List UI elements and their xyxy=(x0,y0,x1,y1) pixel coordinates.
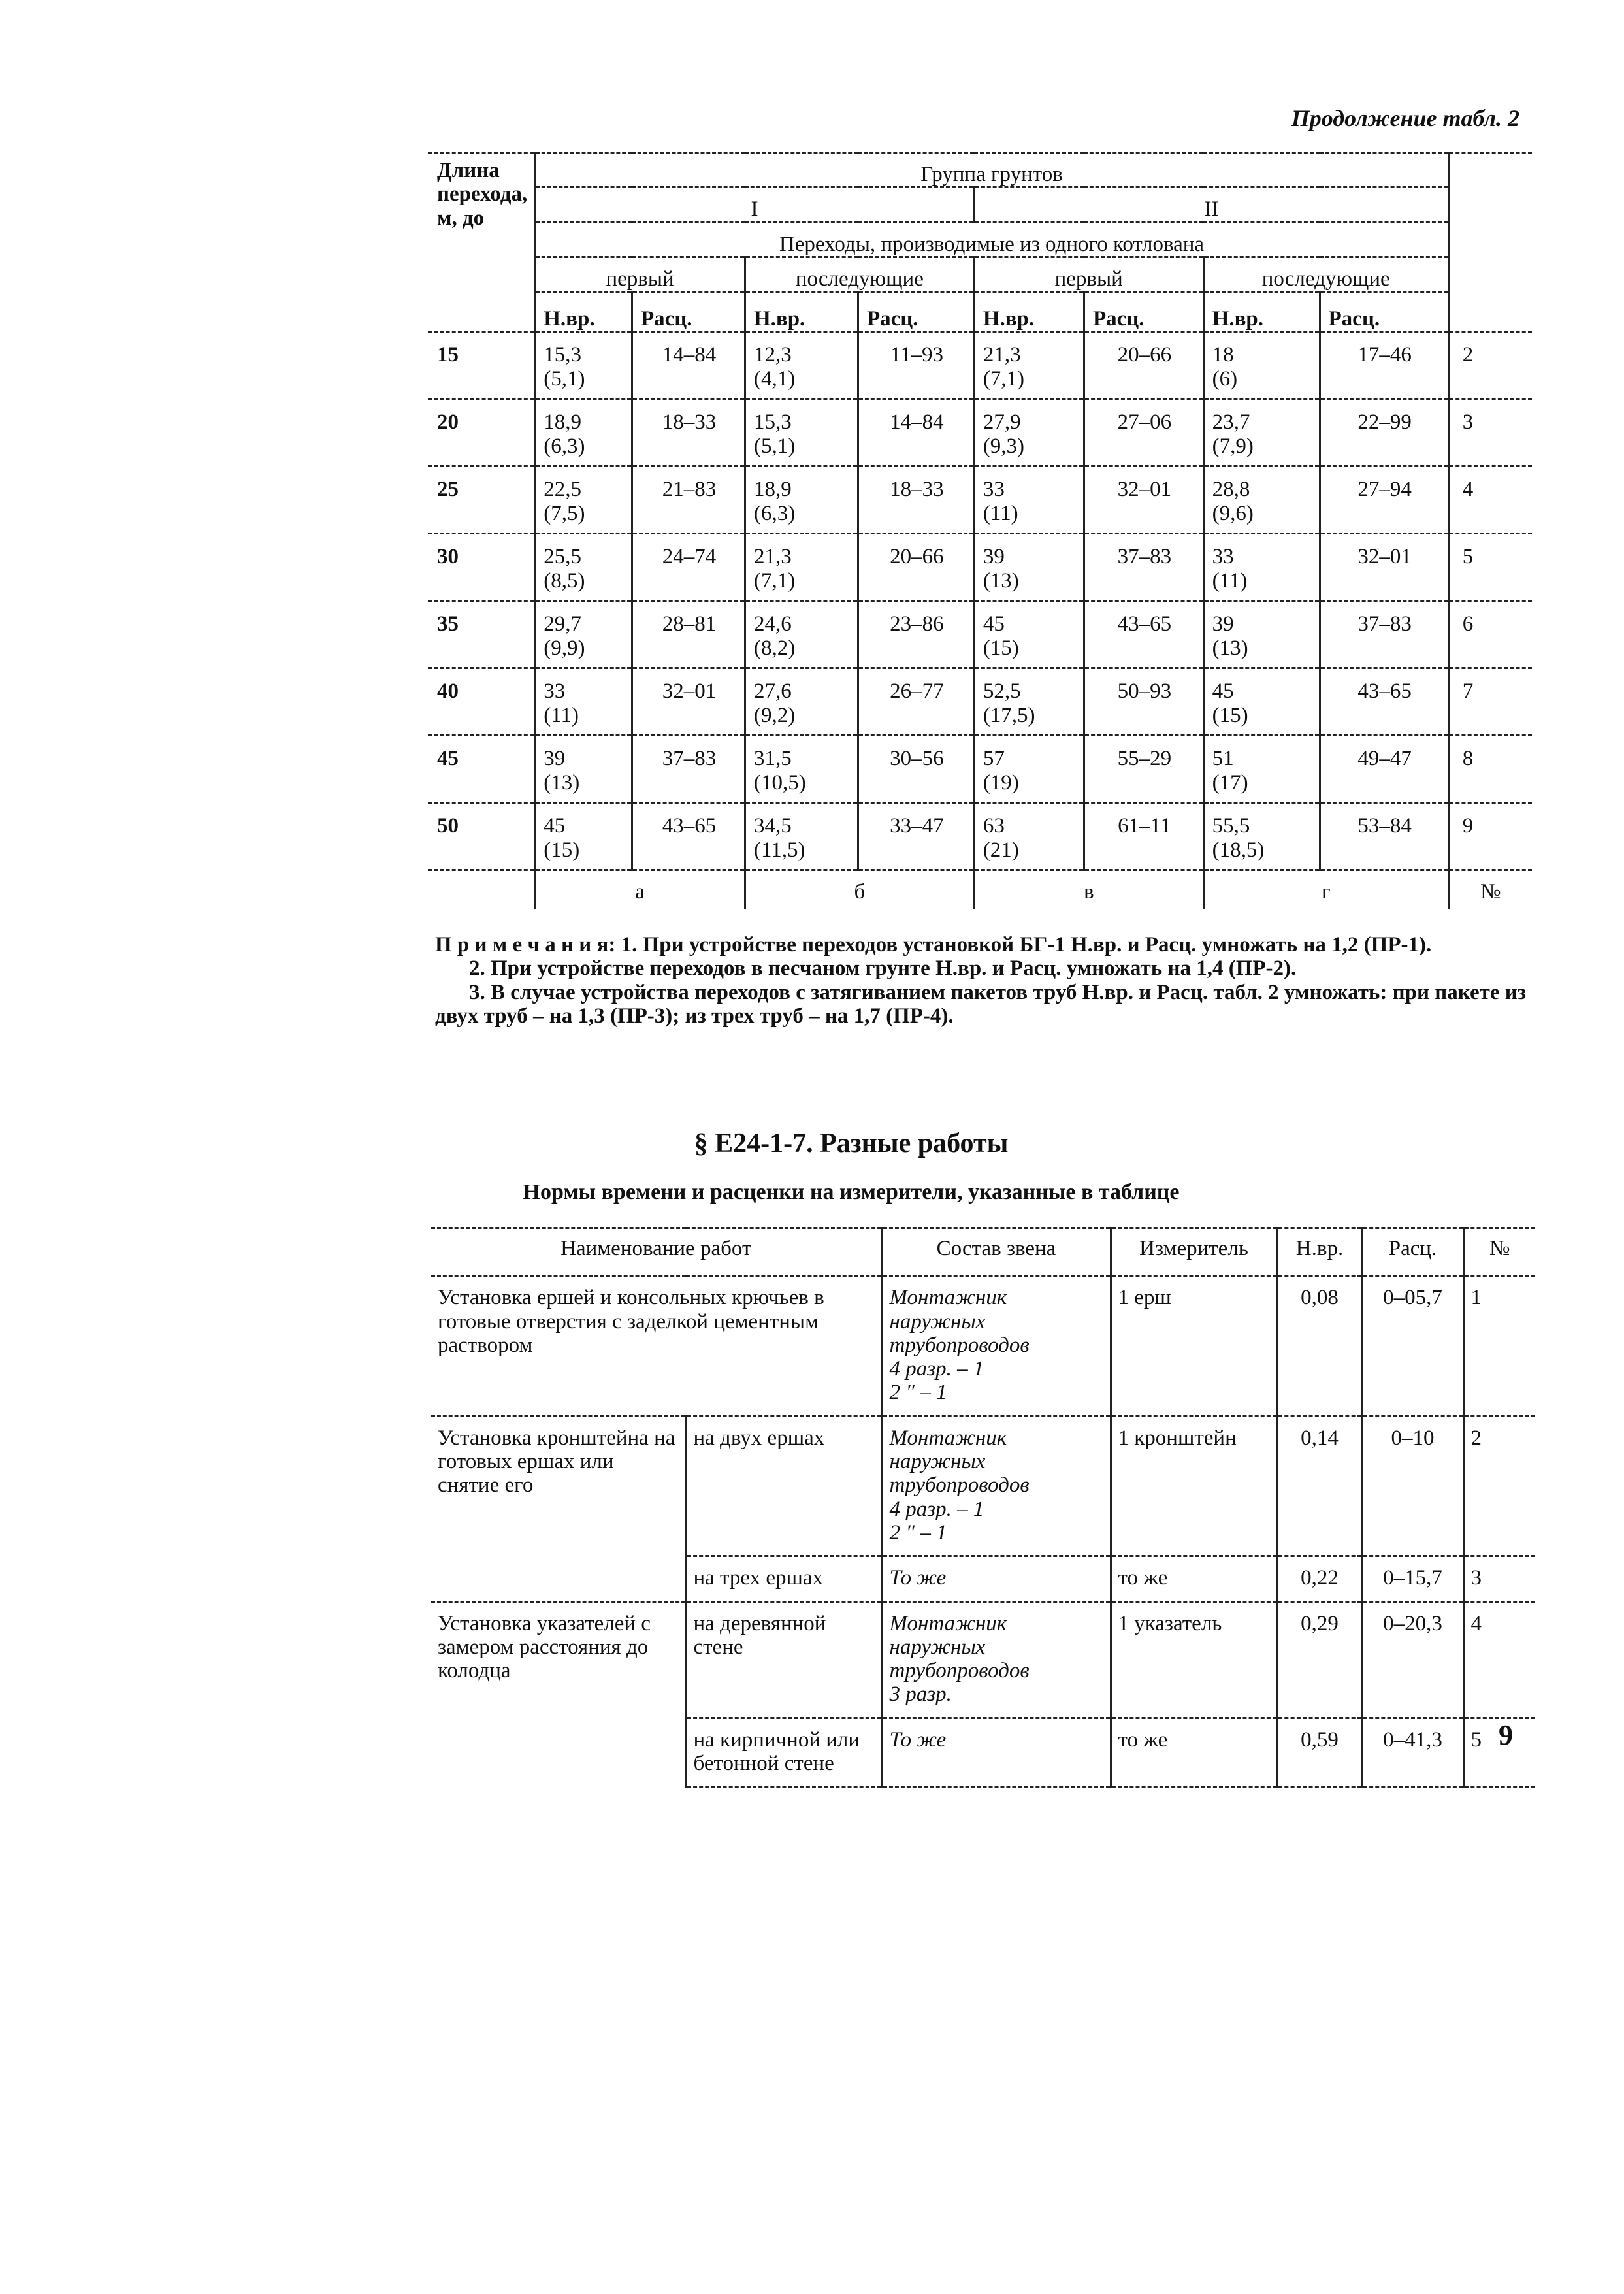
nvr: 0,29 xyxy=(1277,1601,1362,1718)
transition-length: 20 xyxy=(428,399,535,467)
footer-number-sign: № xyxy=(1448,870,1532,909)
nvr: 0,22 xyxy=(1277,1556,1362,1601)
various-works-table xyxy=(431,1227,1535,1788)
continuation-label: Продолжение табл. 2 xyxy=(1291,105,1519,131)
header-group-I: I xyxy=(535,188,975,222)
nvr-value: 45 (15) xyxy=(974,601,1084,668)
header-rasc: Расц. xyxy=(1362,1228,1463,1276)
header-nvr: Н.вр. xyxy=(974,292,1084,332)
rasc-value: 14–84 xyxy=(632,332,745,399)
header-group-II: II xyxy=(974,188,1448,222)
crew: Монтажник наружных трубопроводов 3 разр. xyxy=(882,1601,1111,1718)
rasc-value: 21–83 xyxy=(632,467,745,534)
footer-col-b: б xyxy=(745,870,974,909)
row-number: 1 xyxy=(1463,1276,1535,1416)
rasc-value: 55–29 xyxy=(1084,736,1203,803)
header-nvr: Н.вр. xyxy=(1277,1228,1362,1276)
header-first-II: первый xyxy=(974,257,1203,291)
nvr-value: 21,3 (7,1) xyxy=(745,534,858,601)
page-number: 9 xyxy=(1499,1719,1513,1751)
rasc-value: 20–66 xyxy=(1084,332,1203,399)
table-row xyxy=(428,736,1532,803)
header-subsequent-II: последующие xyxy=(1203,257,1448,291)
nvr-value: 34,5 (11,5) xyxy=(745,803,858,870)
rasc: 0–10 xyxy=(1362,1416,1463,1556)
nvr-value: 22,5 (7,5) xyxy=(535,467,632,534)
rasc-value: 43–65 xyxy=(1084,601,1203,668)
row-number: 7 xyxy=(1448,668,1532,736)
row-number: 9 xyxy=(1448,803,1532,870)
row-number: 3 xyxy=(1463,1556,1535,1601)
rasc-value: 32–01 xyxy=(1320,534,1448,601)
footer-col-g: г xyxy=(1203,870,1448,909)
rasc-value: 32–01 xyxy=(632,668,745,736)
rasc-value: 37–83 xyxy=(1320,601,1448,668)
rasc-value: 61–11 xyxy=(1084,803,1203,870)
transition-length: 25 xyxy=(428,467,535,534)
nvr-value: 31,5 (10,5) xyxy=(745,736,858,803)
nvr-value: 39 (13) xyxy=(535,736,632,803)
rasc-value: 37–83 xyxy=(1084,534,1203,601)
nvr-value: 33 (11) xyxy=(1203,534,1320,601)
table-row xyxy=(431,1276,1535,1416)
header-rasc: Расц. xyxy=(858,292,974,332)
nvr-value: 24,6 (8,2) xyxy=(745,601,858,668)
rasc-value: 11–93 xyxy=(858,332,974,399)
row-number: 4 xyxy=(1448,467,1532,534)
header-empty xyxy=(1448,153,1532,332)
rasc-value: 43–65 xyxy=(632,803,745,870)
footer-col-v: в xyxy=(974,870,1203,909)
header-soil-group: Группа грунтов xyxy=(535,153,1449,188)
nvr-value: 18 (6) xyxy=(1203,332,1320,399)
note-2: 2. При устройстве переходов в песчаном грунте Н.вр. и Расц. умножать на 1,4 (ПР-2). xyxy=(469,957,1297,981)
table-row xyxy=(428,399,1532,467)
nvr-value: 33 (11) xyxy=(535,668,632,736)
work-subtype: на двух ершах xyxy=(686,1416,882,1556)
rasc-value: 14–84 xyxy=(858,399,974,467)
header-nvr: Н.вр. xyxy=(745,292,858,332)
rasc-value: 49–47 xyxy=(1320,736,1448,803)
nvr-value: 21,3 (7,1) xyxy=(974,332,1084,399)
nvr-value: 23,7 (7,9) xyxy=(1203,399,1320,467)
table-row xyxy=(428,332,1532,399)
nvr: 0,59 xyxy=(1277,1718,1362,1787)
header-rasc: Расц. xyxy=(632,292,745,332)
nvr-value: 15,3 (5,1) xyxy=(535,332,632,399)
crew: То же xyxy=(882,1718,1111,1787)
nvr-value: 27,6 (9,2) xyxy=(745,668,858,736)
section-subtitle: Нормы времени и расценки на измерители, указанные в таблице xyxy=(523,1180,1180,1204)
nvr-value: 28,8 (9,6) xyxy=(1203,467,1320,534)
rasc: 0–20,3 xyxy=(1362,1601,1463,1718)
row-number: 2 xyxy=(1448,332,1532,399)
notes-block xyxy=(435,933,1526,1028)
table-row xyxy=(428,803,1532,870)
nvr: 0,08 xyxy=(1277,1276,1362,1416)
rasc-value: 28–81 xyxy=(632,601,745,668)
table-row xyxy=(431,1416,1535,1556)
section-title: § Е24-1-7. Разные работы xyxy=(694,1128,1009,1158)
rasc-value: 50–93 xyxy=(1084,668,1203,736)
unit: то же xyxy=(1111,1556,1277,1601)
header-nvr: Н.вр. xyxy=(1203,292,1320,332)
nvr-value: 63 (21) xyxy=(974,803,1084,870)
rasc-value: 18–33 xyxy=(632,399,745,467)
rasc-value: 30–56 xyxy=(858,736,974,803)
rasc-value: 17–46 xyxy=(1320,332,1448,399)
nvr-value: 18,9 (6,3) xyxy=(745,467,858,534)
header-subsequent-I: последующие xyxy=(745,257,974,291)
work-name: Установка ершей и консольных крючьев в готовые отверстия с заделкой цементным раствором xyxy=(431,1276,882,1416)
nvr-value: 55,5 (18,5) xyxy=(1203,803,1320,870)
row-number: 5 xyxy=(1463,1718,1535,1787)
nvr-value: 57 (19) xyxy=(974,736,1084,803)
rasc: 0–15,7 xyxy=(1362,1556,1463,1601)
rasc-value: 53–84 xyxy=(1320,803,1448,870)
header-unit: Измеритель xyxy=(1111,1228,1277,1276)
nvr-value: 51 (17) xyxy=(1203,736,1320,803)
unit: 1 указатель xyxy=(1111,1601,1277,1718)
rasc-value: 27–94 xyxy=(1320,467,1448,534)
rasc: 0–41,3 xyxy=(1362,1718,1463,1787)
row-number: 3 xyxy=(1448,399,1532,467)
work-subtype: на кирпичной или бетонной стене xyxy=(686,1718,882,1787)
rasc-value: 32–01 xyxy=(1084,467,1203,534)
nvr-value: 27,9 (9,3) xyxy=(974,399,1084,467)
nvr-value: 52,5 (17,5) xyxy=(974,668,1084,736)
nvr-value: 39 (13) xyxy=(1203,601,1320,668)
table-row xyxy=(431,1601,1535,1718)
rasc-value: 27–06 xyxy=(1084,399,1203,467)
rasc-value: 43–65 xyxy=(1320,668,1448,736)
rasc-value: 26–77 xyxy=(858,668,974,736)
table-row xyxy=(428,467,1532,534)
header-crew: Состав звена xyxy=(882,1228,1111,1276)
rasc-value: 18–33 xyxy=(858,467,974,534)
rasc: 0–05,7 xyxy=(1362,1276,1463,1416)
unit: то же xyxy=(1111,1718,1277,1787)
work-name: Установка кронштейна на готовых ершах или снятие его xyxy=(431,1416,686,1601)
crew: Монтажник наружных трубопроводов 4 разр. – 1 2 " – 1 xyxy=(882,1276,1111,1416)
header-number: № xyxy=(1463,1228,1535,1276)
transition-length: 40 xyxy=(428,668,535,736)
nvr-value: 29,7 (9,9) xyxy=(535,601,632,668)
nvr: 0,14 xyxy=(1277,1416,1362,1556)
header-rasc: Расц. xyxy=(1320,292,1448,332)
header-work-name: Наименование работ xyxy=(431,1228,882,1276)
nvr-value: 45 (15) xyxy=(535,803,632,870)
header-transitions: Переходы, производимые из одного котлована xyxy=(535,222,1449,257)
nvr-value: 12,3 (4,1) xyxy=(745,332,858,399)
nvr-value: 15,3 (5,1) xyxy=(745,399,858,467)
transition-length: 45 xyxy=(428,736,535,803)
transition-length: 35 xyxy=(428,601,535,668)
nvr-value: 33 (11) xyxy=(974,467,1084,534)
note-3: 3. В случае устройства переходов с затягиванием пакетов труб Н.вр. и Расц. табл. 2 умножать: при пакете из двух труб – на 1,3 (ПР-3); из трех труб – на 1,7 (ПР-4). xyxy=(435,980,1526,1028)
work-subtype: на деревянной стене xyxy=(686,1601,882,1718)
rasc-value: 22–99 xyxy=(1320,399,1448,467)
footer-empty xyxy=(428,870,535,909)
work-subtype: на трех ершах xyxy=(686,1556,882,1601)
transition-length: 15 xyxy=(428,332,535,399)
row-number: 5 xyxy=(1448,534,1532,601)
rasc-value: 23–86 xyxy=(858,601,974,668)
row-number: 2 xyxy=(1463,1416,1535,1556)
note-1: П р и м е ч а н и я: 1. При устройстве переходов установкой БГ-1 Н.вр. и Расц. умножать на 1,2 (ПР-1). xyxy=(435,933,1432,957)
row-number: 4 xyxy=(1463,1601,1535,1718)
crew: Монтажник наружных трубопроводов 4 разр. – 1 2 " – 1 xyxy=(882,1416,1111,1556)
unit: 1 ерш xyxy=(1111,1276,1277,1416)
row-number: 6 xyxy=(1448,601,1532,668)
unit: 1 кронштейн xyxy=(1111,1416,1277,1556)
rasc-value: 24–74 xyxy=(632,534,745,601)
rasc-value: 20–66 xyxy=(858,534,974,601)
nvr-value: 45 (15) xyxy=(1203,668,1320,736)
rasc-value: 37–83 xyxy=(632,736,745,803)
soil-transition-table xyxy=(428,152,1532,909)
rasc-value: 33–47 xyxy=(858,803,974,870)
table-row xyxy=(428,534,1532,601)
table-row xyxy=(428,668,1532,736)
nvr-value: 25,5 (8,5) xyxy=(535,534,632,601)
header-nvr: Н.вр. xyxy=(535,292,632,332)
work-name: Установка указателей с замером расстояния до колодца xyxy=(431,1601,686,1787)
nvr-value: 18,9 (6,3) xyxy=(535,399,632,467)
crew: То же xyxy=(882,1556,1111,1601)
table-row xyxy=(428,601,1532,668)
row-number: 8 xyxy=(1448,736,1532,803)
header-length: Длина перехода, м, до xyxy=(428,153,535,332)
header-first-I: первый xyxy=(535,257,745,291)
transition-length: 30 xyxy=(428,534,535,601)
footer-col-a: а xyxy=(535,870,745,909)
transition-length: 50 xyxy=(428,803,535,870)
nvr-value: 39 (13) xyxy=(974,534,1084,601)
header-rasc: Расц. xyxy=(1084,292,1203,332)
